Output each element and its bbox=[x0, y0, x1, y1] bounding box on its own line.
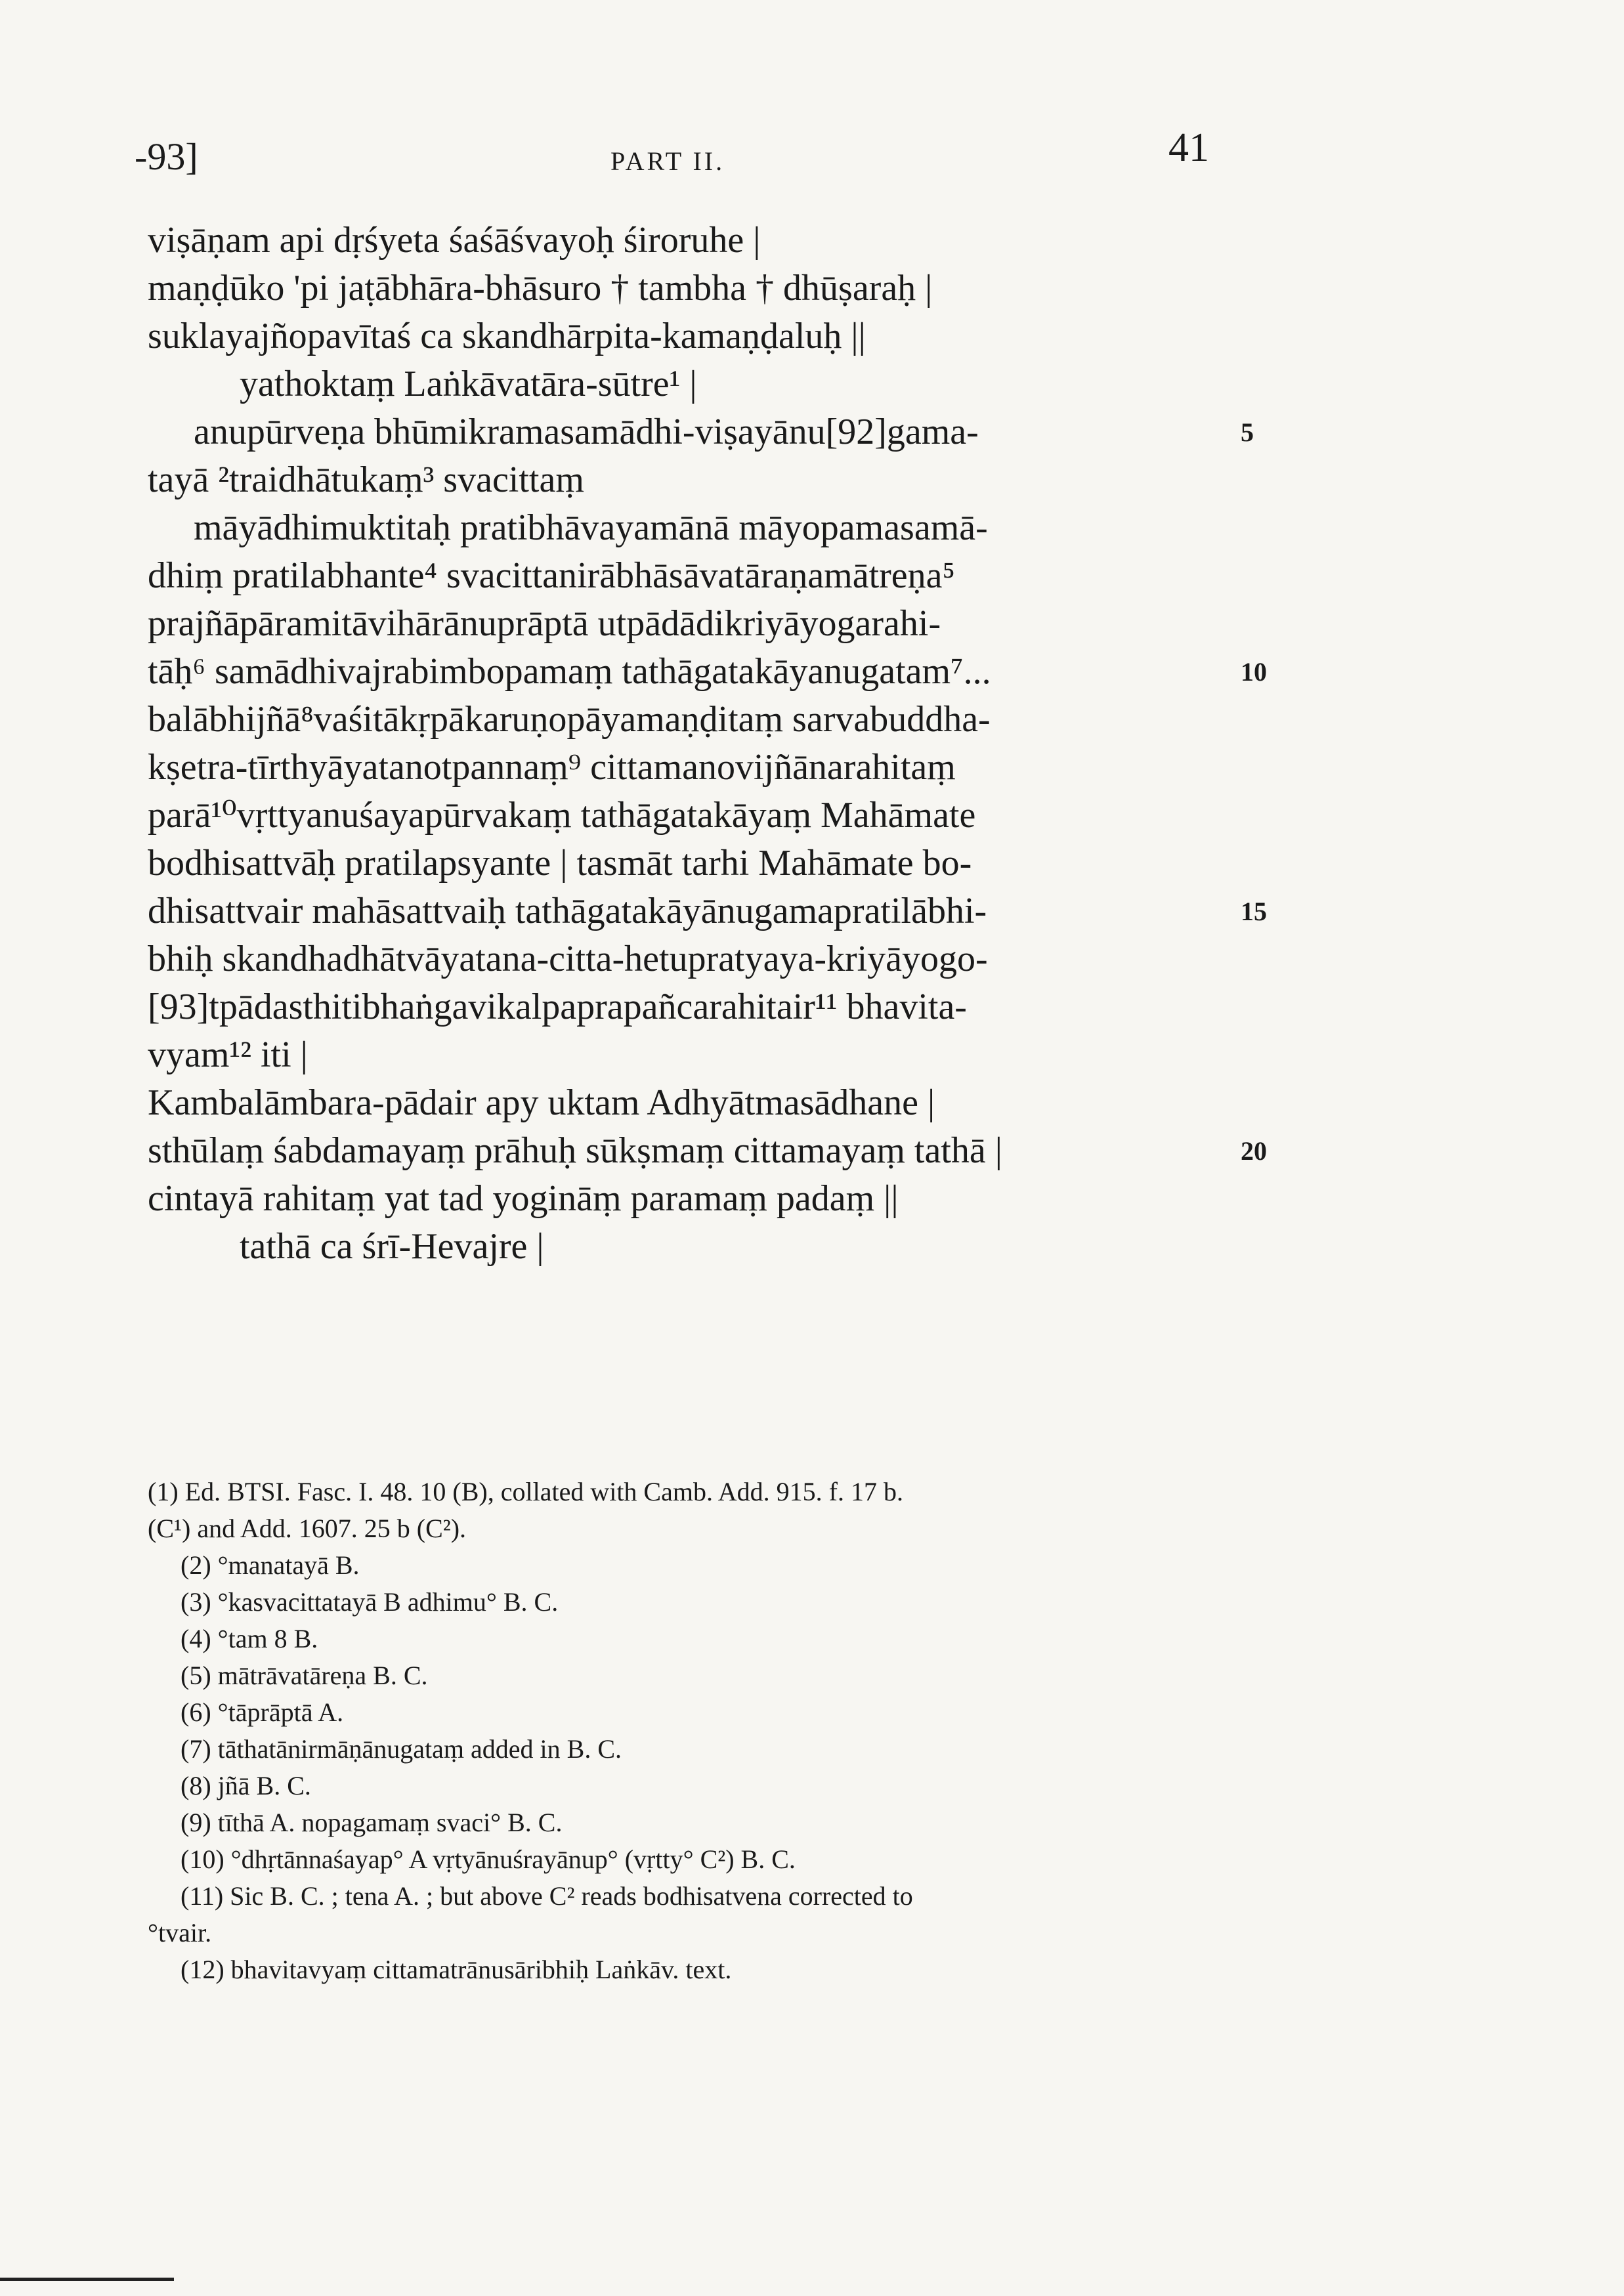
footnote: (3) °kasvacittatayā B adhimu° B. C. bbox=[181, 1587, 559, 1617]
main-text bbox=[148, 217, 1267, 1271]
scan-edge-rule bbox=[0, 2278, 174, 2281]
footnote: (9) tīthā A. nopagamaṃ svaci° B. C. bbox=[181, 1808, 563, 1837]
text-line: suklayajñopavītaś ca skandhārpita-kamaṇḍaluḥ || bbox=[148, 316, 866, 356]
footnote: (7) tāthatānirmāṇānugataṃ added in B. C. bbox=[181, 1734, 622, 1764]
text-line: māyādhimuktitaḥ pratibhāvayamānā māyopamasamā- bbox=[194, 507, 988, 548]
text-line: yathoktaṃ Laṅkāvatāra-sūtre¹ | bbox=[240, 364, 697, 404]
text-line: Kambalāmbara-pādair apy uktam Adhyātmasādhane | bbox=[148, 1082, 935, 1123]
text-line: tathā ca śrī-Hevajre | bbox=[240, 1226, 544, 1267]
text-line: [93]tpādasthitibhaṅgavikalpaprapañcarahitair¹¹ bhavita- bbox=[148, 987, 967, 1027]
page-number: 41 bbox=[1168, 125, 1209, 170]
text-line: anupūrveṇa bhūmikramasamādhi-viṣayānu[92]gama- 5 bbox=[148, 408, 1250, 456]
footnote: (C¹) and Add. 1607. 25 b (C²). bbox=[148, 1514, 467, 1543]
line-number: 5 bbox=[1241, 417, 1254, 447]
text-line: bodhisattvāḥ pratilapsyante | tasmāt tarhi Mahāmate bo- bbox=[148, 843, 972, 883]
page-range-header: -93] bbox=[135, 135, 198, 178]
text-line: kṣetra-tīrthyāyatanotpannaṃ⁹ cittamanovijñānarahitaṃ bbox=[148, 747, 956, 788]
text-line: balābhijñā⁸vaśitākṛpākaruṇopāyamaṇḍitaṃ sarvabuddha- bbox=[148, 699, 991, 740]
line-number: 10 bbox=[1241, 657, 1267, 687]
text-line: viṣāṇam api dṛśyeta śaśāśvayoḥ śiroruhe | bbox=[148, 220, 761, 261]
text-line: maṇḍūko 'pi jaṭābhāra-bhāsuro † tambha † dhūṣaraḥ | bbox=[148, 268, 933, 308]
text-line: prajñāpāramitāvihārānuprāptā utpādādikriyāyogarahi- bbox=[148, 603, 941, 644]
footnote: °tvair. bbox=[148, 1918, 212, 1947]
text-line: tayā ²traidhātukaṃ³ svacittaṃ bbox=[148, 459, 584, 500]
text-line: dhisattvair mahāsattvaiḥ tathāgatakāyānugamapratilābhi- 15 bbox=[148, 887, 1250, 935]
text-line: vyam¹² iti | bbox=[148, 1034, 308, 1075]
text-line: bhiḥ skandhadhātvāyatana-citta-hetupratyaya-kriyāyogo- bbox=[148, 939, 988, 979]
line-number: 20 bbox=[1241, 1136, 1267, 1166]
footnote: (11) Sic B. C. ; tena A. ; but above C² reads bodhisatvena corrected to bbox=[181, 1881, 913, 1911]
text-line: sthūlaṃ śabdamayaṃ prāhuḥ sūkṣmaṃ cittamayaṃ tathā | 20 bbox=[148, 1127, 1250, 1175]
footnote: (1) Ed. BTSI. Fasc. I. 48. 10 (B), collated with Camb. Add. 915. f. 17 b. bbox=[148, 1477, 903, 1506]
line-number: 15 bbox=[1241, 897, 1267, 926]
footnote: (2) °manatayā B. bbox=[181, 1550, 360, 1580]
footnote: (10) °dhṛtānnaśayap° A vṛtyānuśrayānup° (vṛtty° C²) B. C. bbox=[181, 1844, 796, 1874]
text-line: tāḥ⁶ samādhivajrabimbopamaṃ tathāgatakāyanugatam⁷... 10 bbox=[148, 648, 1250, 696]
footnote: (6) °tāprāptā A. bbox=[181, 1697, 344, 1727]
text-line: dhiṃ pratilabhante⁴ svacittanirābhāsāvatāraṇamātreṇa⁵ bbox=[148, 555, 956, 596]
footnote: (4) °tam 8 B. bbox=[181, 1624, 318, 1653]
footnote: (12) bhavitavyaṃ cittamatrānusāribhiḥ Laṅkāv. text. bbox=[181, 1955, 732, 1984]
footnote: (5) mātrāvatāreṇa B. C. bbox=[181, 1661, 428, 1690]
text-line: parā¹⁰vṛttyanuśayapūrvakaṃ tathāgatakāyaṃ Mahāmate bbox=[148, 795, 976, 836]
text-line: cintayā rahitaṃ yat tad yogināṃ paramaṃ padaṃ || bbox=[148, 1178, 899, 1219]
footnotes bbox=[148, 1474, 1250, 1988]
footnote: (8) jñā B. C. bbox=[181, 1771, 311, 1800]
running-title: PART II. bbox=[610, 146, 725, 176]
